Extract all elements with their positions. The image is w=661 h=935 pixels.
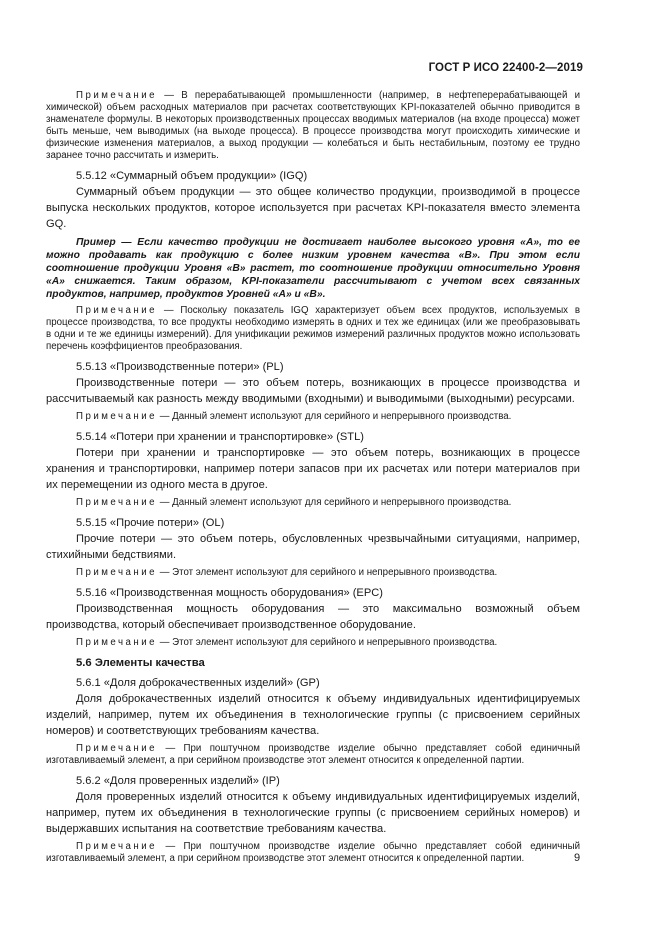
clause-heading: 5.5.12 «Суммарный объем продукции» (IGQ) [76, 170, 308, 182]
note-text: — Данный элемент используют для серийного и непрерывного производства. [157, 497, 512, 508]
clause-heading: 5.6.2 «Доля проверенных изделий» (IP) [76, 775, 280, 787]
note-paragraph [46, 743, 580, 767]
body-paragraph: Прочие потери — это объем потерь, обусловленных чрезвычайными ситуациями, например, стихийными бедствиями. [46, 533, 580, 561]
note-text: — Этот элемент используют для серийного и непрерывного производства. [157, 567, 498, 578]
note-paragraph [46, 567, 580, 579]
note-paragraph [46, 841, 580, 865]
note-paragraph [46, 497, 580, 509]
body-paragraph: Производственные потери — это объем потерь, возникающих в процессе производства и рассчитываемый как разность между вводимыми (входными) и выводимыми (выходными) ресурсами. [46, 377, 580, 405]
note-label: Примечание [76, 743, 158, 754]
clause-heading: 5.5.14 «Потери при хранении и транспортировке» (STL) [76, 431, 364, 443]
page-number: 9 [574, 852, 581, 864]
note-text: — Этот элемент используют для серийного и непрерывного производства. [157, 637, 498, 648]
note-paragraph [46, 90, 580, 162]
note-label: Примечание [76, 637, 158, 648]
note-text: — Поскольку показатель IGQ характеризует объем всех продуктов, используемых в процессе производства, то все продукты необходимо измерять в одних и тех же единицах (или же преобразовывать в одни и те же единицы измерений). Для унификации режимов измерений различных продуктов можно использовать перечень коэффициентов преобразования. [46, 305, 580, 352]
note-text: — В перерабатывающей промышленности (например, в нефтеперерабатывающей и химической) объем расходных материалов при расчетах соответствующих KPI-показателей обычно приводится в знаменателе формулы. В некоторых производственных процессах вводимых материалов (на входе процесса) может быть меньше, чем выводимых (на выходе процесса). В процессе производства могут происходить химические и физические изменения материалов, а выход продукции — колебаться и быть нестабильным, поэтому ее трудно заранее точно рассчитать и измерить. [46, 90, 580, 161]
note-label: Примечание [76, 90, 158, 101]
note-text: — Данный элемент используют для серийного и непрерывного производства. [157, 411, 512, 422]
note-paragraph [46, 411, 580, 423]
note-text: — При поштучном производстве изделие обычно представляет собой единичный изготавливаемый элемент, а при серийном производстве этот элемент относится к определенной партии. [46, 841, 580, 864]
note-paragraph [46, 637, 580, 649]
note-label: Примечание [76, 305, 158, 316]
body-paragraph: Суммарный объем продукции — это общее количество продукции, производимой в процессе выпуска нескольких продуктов, которое используется при расчетах KPI-показателя вместо элемента GQ. [46, 186, 580, 230]
note-label: Примечание [76, 411, 158, 422]
body-paragraph: Потери при хранении и транспортировке — это объем потерь, возникающих в процессе хранения и транспортировки, например потери запасов при их расчетах или потери материалов при их перемещении из одного места в другое. [46, 447, 580, 491]
section-heading: 5.6 Элементы качества [76, 657, 205, 669]
example-paragraph: Пример — Если качество продукции не достигает наиболее высокого уровня «А», то ее можно продавать как продукцию с более низким уровнем качества «В». При этом если соотношение продукции Уровня «В» растет, то соотношение продукции относительно Уровня «А» снижается. Таким образом, KPI-показатели рассчитывают с учетом всех связанных продуктов, например, продуктов Уровней «А» и «В». [46, 237, 580, 300]
note-label: Примечание [76, 497, 158, 508]
note-text: — При поштучном производстве изделие обычно представляет собой единичный изготавливаемый элемент, а при серийном производстве этот элемент относится к определенной партии. [46, 743, 580, 766]
clause-heading: 5.5.15 «Прочие потери» (OL) [76, 517, 225, 529]
clause-heading: 5.5.16 «Производственная мощность оборудования» (EPC) [76, 587, 383, 599]
note-paragraph [46, 305, 580, 353]
clause-heading: 5.6.1 «Доля доброкачественных изделий» (GP) [76, 677, 320, 689]
body-paragraph: Производственная мощность оборудования — это максимально возможный объем производства, который обеспечивает производственное оборудование. [46, 603, 580, 631]
clause-heading: 5.5.13 «Производственные потери» (PL) [76, 361, 284, 373]
note-label: Примечание [76, 841, 158, 852]
page-content [46, 90, 580, 865]
document-header: ГОСТ Р ИСО 22400-2—2019 [428, 62, 583, 74]
note-label: Примечание [76, 567, 158, 578]
body-paragraph: Доля доброкачественных изделий относится к объему индивидуальных идентифицируемых изделий, например, путем их объединения в технологические группы (с присвоением серийных номеров) и соответствующих требованиям качества. [46, 693, 580, 737]
body-paragraph: Доля проверенных изделий относится к объему индивидуальных идентифицируемых изделий, например, путем их объединения в технологические группы (с присвоением серийных номеров) и выдержавших испытания на соответствие требованиям качества. [46, 791, 580, 835]
